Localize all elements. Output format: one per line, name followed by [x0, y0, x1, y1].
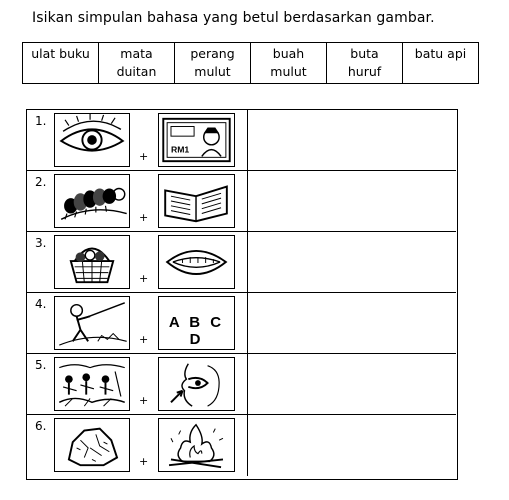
- row-number: 2.: [35, 175, 47, 189]
- picture-box: [54, 235, 130, 289]
- plus-sign: +: [139, 455, 149, 468]
- word-bank-cell: perang mulut: [175, 43, 251, 84]
- picture-box: [54, 174, 130, 228]
- fighter-icon: [55, 297, 129, 349]
- picture-box: [158, 235, 235, 289]
- caterpillar-icon: [55, 175, 129, 227]
- picture-cell: [27, 110, 248, 171]
- word-bank-cell: buah mulut: [251, 43, 327, 84]
- exercise-row-4: [27, 293, 456, 354]
- picture-box: [54, 418, 130, 472]
- row-number: 6.: [35, 419, 47, 433]
- answer-cell[interactable]: [248, 110, 456, 171]
- plus-sign: +: [139, 394, 149, 407]
- plus-sign: +: [139, 211, 149, 224]
- answer-cell[interactable]: [248, 354, 456, 415]
- picture-cell: [27, 171, 248, 232]
- answer-cell[interactable]: [248, 171, 456, 232]
- fruit-basket-icon: [55, 236, 129, 288]
- picture-box: [158, 113, 235, 167]
- mouth-icon: [159, 236, 234, 288]
- picture-box: [54, 296, 130, 350]
- answer-cell[interactable]: [248, 232, 456, 293]
- exercise-row-5: [27, 354, 456, 415]
- word-bank-cell: batu api: [403, 43, 479, 84]
- word-bank-cell: ulat buku: [23, 43, 99, 84]
- plus-sign: +: [139, 272, 149, 285]
- fire-icon: [159, 419, 234, 471]
- picture-cell: [27, 415, 248, 476]
- word-bank-table: [22, 42, 479, 84]
- picture-cell: [27, 232, 248, 293]
- exercise-row-3: [27, 232, 456, 293]
- picture-cell: [27, 354, 248, 415]
- mouth-pointer-icon: [159, 358, 234, 410]
- exercise-table: [26, 109, 458, 480]
- row-number: 4.: [35, 297, 47, 311]
- plus-sign: +: [139, 333, 149, 346]
- banknote-icon: [159, 114, 234, 166]
- answer-cell[interactable]: [248, 293, 456, 354]
- instruction-text: Isikan simpulan bahasa yang betul berdasarkan gambar.: [32, 10, 435, 26]
- picture-box: [158, 357, 235, 411]
- picture-box: [54, 113, 130, 167]
- exercise-row-2: [27, 171, 456, 232]
- exercise-row-6: [27, 415, 456, 476]
- picture-cell: [27, 293, 248, 354]
- plus-sign: +: [139, 150, 149, 163]
- battle-scene-icon: [55, 358, 129, 410]
- eye-icon: [55, 114, 129, 166]
- word-bank-cell: mata duitan: [99, 43, 175, 84]
- exercise-row-1: [27, 110, 456, 171]
- picture-box: [54, 357, 130, 411]
- row-number: 5.: [35, 358, 47, 372]
- picture-box: [158, 296, 235, 350]
- banknote-text: RM1: [170, 144, 190, 155]
- letters-text: A B C D: [168, 314, 225, 348]
- row-number: 1.: [35, 114, 47, 128]
- open-book-icon: [159, 175, 234, 227]
- picture-box: [158, 174, 235, 228]
- answer-cell[interactable]: [248, 415, 456, 476]
- stone-icon: [55, 419, 129, 471]
- word-bank-cell: buta huruf: [327, 43, 403, 84]
- row-number: 3.: [35, 236, 47, 250]
- picture-box: [158, 418, 235, 472]
